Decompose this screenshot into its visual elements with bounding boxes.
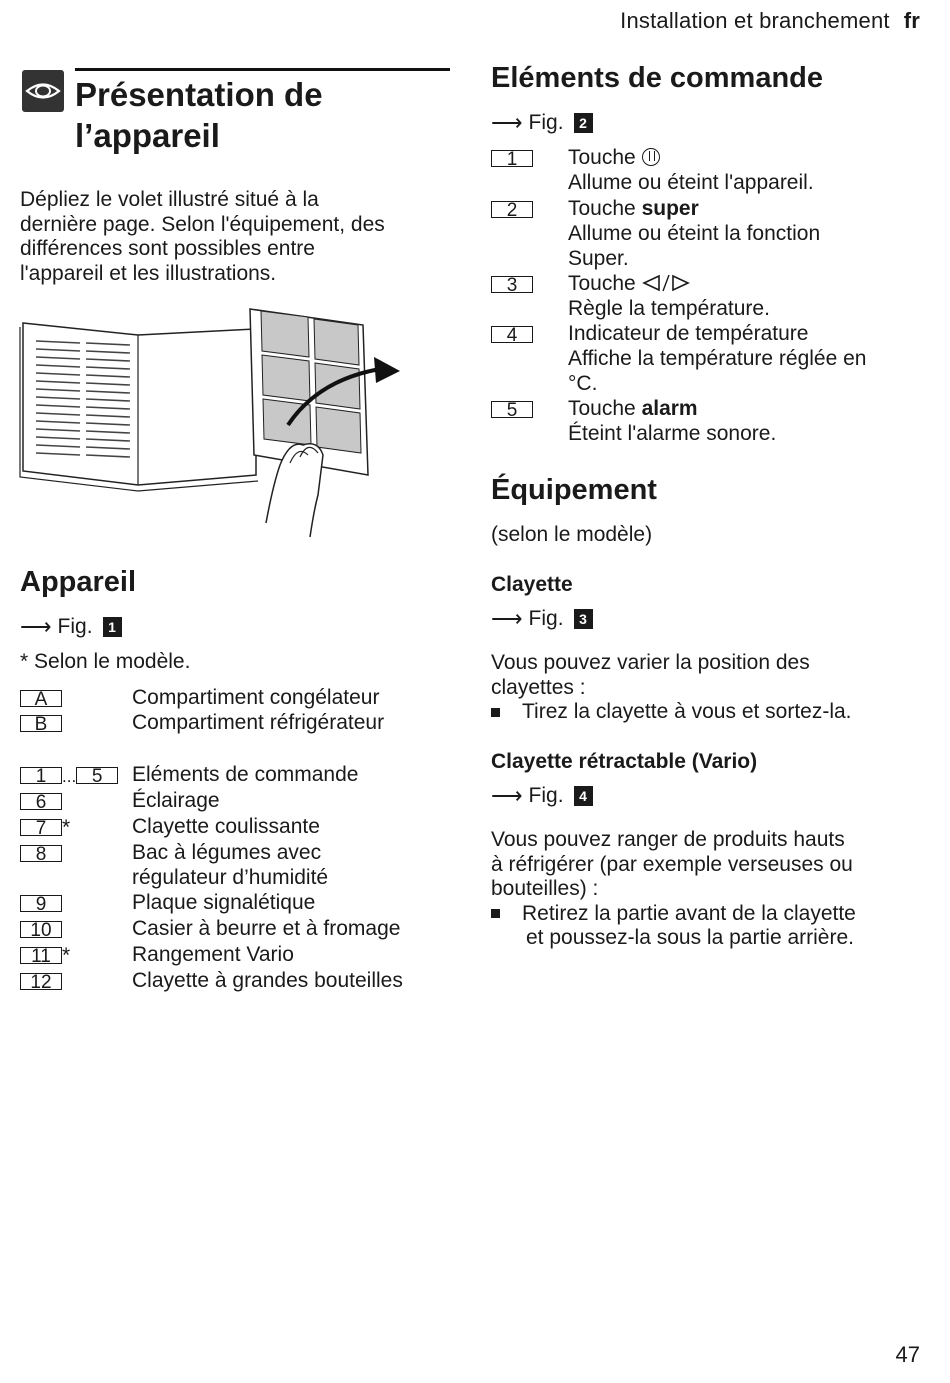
figure-number-badge: 4	[574, 786, 593, 806]
legend-text: Clayette coulissante	[132, 815, 320, 838]
model-note: * Selon le modèle.	[20, 650, 191, 673]
legend-text: Casier à beurre et à fromage	[132, 917, 401, 940]
legend-text: Clayette à grandes bouteilles	[132, 969, 403, 992]
legend-row-a	[20, 686, 62, 711]
long-arrow-icon: ⟶	[20, 614, 52, 639]
clayette-heading: Clayette	[491, 573, 573, 596]
legend-row-b	[20, 711, 62, 736]
figure-number-badge: 2	[574, 113, 593, 133]
intro-paragraph: Dépliez le volet illustré situé à la dernière page. Selon l'équipement, des différences sont possibles entre l'appareil et les illustrations.	[20, 188, 385, 285]
bullet-item: Retirez la partie avant de la clayette	[491, 902, 856, 927]
legend-row-11: 11 *	[20, 943, 70, 968]
key-label: B	[20, 715, 62, 732]
page-title: Présentation de l’appareil	[75, 76, 323, 154]
bullet-item: Tirez la clayette à vous et sortez-la.	[491, 700, 852, 725]
power-icon	[642, 148, 660, 166]
control-item-5: Touche alarm Éteint l'alarme sonore.	[568, 397, 777, 445]
arrows-icon	[642, 272, 690, 295]
legend-row-9: 9	[20, 891, 62, 916]
running-header	[620, 8, 920, 34]
clayette-text: Vous pouvez varier la position des clayettes : Tirez la clayette à vous et sortez-la.	[491, 651, 852, 723]
legend-row-10: 10	[20, 917, 62, 942]
vario-text: Vous pouvez ranger de produits hauts à réfrigérer (par exemple verseuses ou bouteilles) : Retirez la partie avant de la clayette et poussez-la sous la partie arrière.	[491, 828, 856, 949]
commande-heading: Eléments de commande	[491, 62, 823, 94]
section-name: Installation et branchement	[620, 8, 890, 33]
legend-text: Plaque signalétique	[132, 891, 316, 914]
appareil-fig-ref: ⟶ Fig. 1	[20, 614, 122, 640]
figure-number-badge: 3	[574, 609, 593, 629]
control-key-3: 3	[491, 272, 533, 297]
language-code: fr	[903, 8, 920, 33]
control-key-5: 5	[491, 397, 533, 422]
long-arrow-icon: ⟶	[491, 606, 523, 631]
booklet-illustration	[18, 295, 408, 545]
page-number: 47	[895, 1342, 920, 1367]
legend-text: Bac à légumes avec régulateur d’humidité	[132, 841, 329, 889]
vario-fig-ref: ⟶ Fig. 4	[491, 783, 593, 809]
legend-text: Rangement Vario	[132, 943, 294, 966]
control-item-3: Touche Règle la température.	[568, 272, 770, 320]
commande-fig-ref: ⟶ Fig. 2	[491, 110, 593, 136]
legend-row-6: 6	[20, 789, 62, 814]
legend-row-8: 8	[20, 841, 62, 866]
control-key-2: 2	[491, 197, 533, 222]
equipement-sub: (selon le modèle)	[491, 523, 653, 546]
legend-text: Éclairage	[132, 789, 220, 812]
eye-icon	[22, 70, 64, 112]
legend-text: Compartiment congélateur	[132, 686, 380, 709]
control-item-1: Touche Allume ou éteint l'appareil.	[568, 146, 814, 194]
vario-heading: Clayette rétractable (Vario)	[491, 750, 758, 773]
control-key-1: 1	[491, 146, 533, 171]
title-rule	[75, 68, 450, 71]
bullet-icon	[491, 909, 500, 918]
legend-text: Eléments de commande	[132, 763, 359, 786]
long-arrow-icon: ⟶	[491, 783, 523, 808]
appareil-heading: Appareil	[20, 566, 137, 598]
legend-row-12: 12	[20, 969, 62, 994]
control-item-4: Indicateur de température Affiche la température réglée en °C.	[568, 322, 867, 395]
long-arrow-icon: ⟶	[491, 110, 523, 135]
legend-row-7: 7 *	[20, 815, 70, 840]
legend-text: Compartiment réfrigérateur	[132, 711, 385, 734]
control-item-2: Touche super Allume ou éteint la fonction Super.	[568, 197, 821, 270]
figure-number-badge: 1	[103, 617, 122, 637]
bullet-icon	[491, 708, 500, 717]
key-label: A	[20, 690, 62, 707]
equipement-heading: Équipement	[491, 474, 657, 506]
clayette-fig-ref: ⟶ Fig. 3	[491, 606, 593, 632]
control-key-4: 4	[491, 322, 533, 347]
legend-row-range: 1 ... 5	[20, 763, 118, 789]
